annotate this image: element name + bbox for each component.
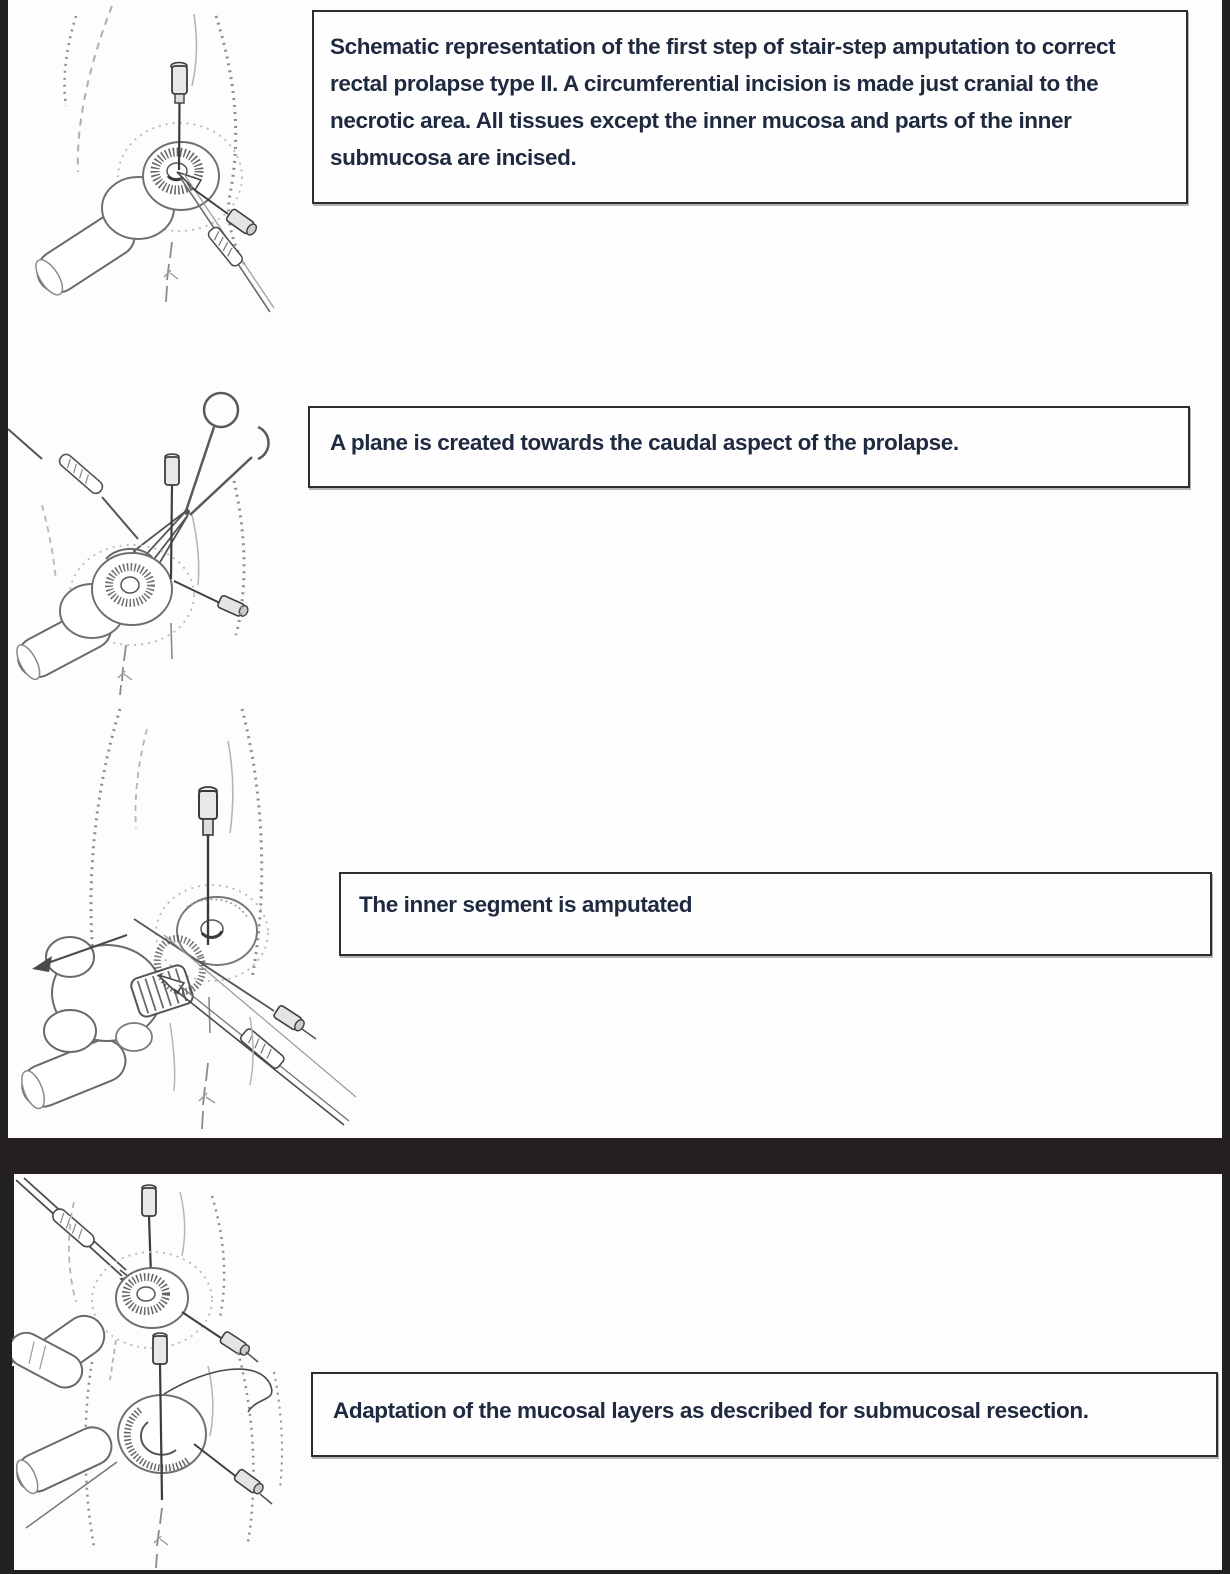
illustration-step-2-caudal-plane xyxy=(6,383,306,695)
caption-box-step-3 xyxy=(339,872,1212,956)
caption-box-step-2 xyxy=(308,406,1190,488)
caption-step-1-line-2: rectal prolapse type II. A circumferential incision is made just cranial to the xyxy=(330,71,1099,96)
caption-step-3-text: The inner segment is amputated xyxy=(359,892,693,917)
caption-step-1-line-1: Schematic representation of the first step of stair-step amputation to correct xyxy=(330,34,1116,59)
illustration-step-4-lower xyxy=(12,1332,352,1570)
caption-box-step-4 xyxy=(311,1372,1218,1457)
illustration-step-1-circumferential-incision xyxy=(20,2,280,320)
caption-step-4-text: Adaptation of the mucosal layers as described for submucosal resection. xyxy=(333,1398,1089,1423)
illustration-step-3-inner-segment-amputation xyxy=(12,693,360,1135)
caption-step-1-line-4: submucosa are incised. xyxy=(330,145,577,170)
separator-band xyxy=(0,1138,1230,1174)
caption-step-2-text: A plane is created towards the caudal aspect of the prolapse. xyxy=(330,430,959,455)
caption-step-1-line-3: necrotic area. All tissues except the inner mucosa and parts of the inner xyxy=(330,108,1072,133)
caption-box-step-1 xyxy=(312,10,1188,204)
